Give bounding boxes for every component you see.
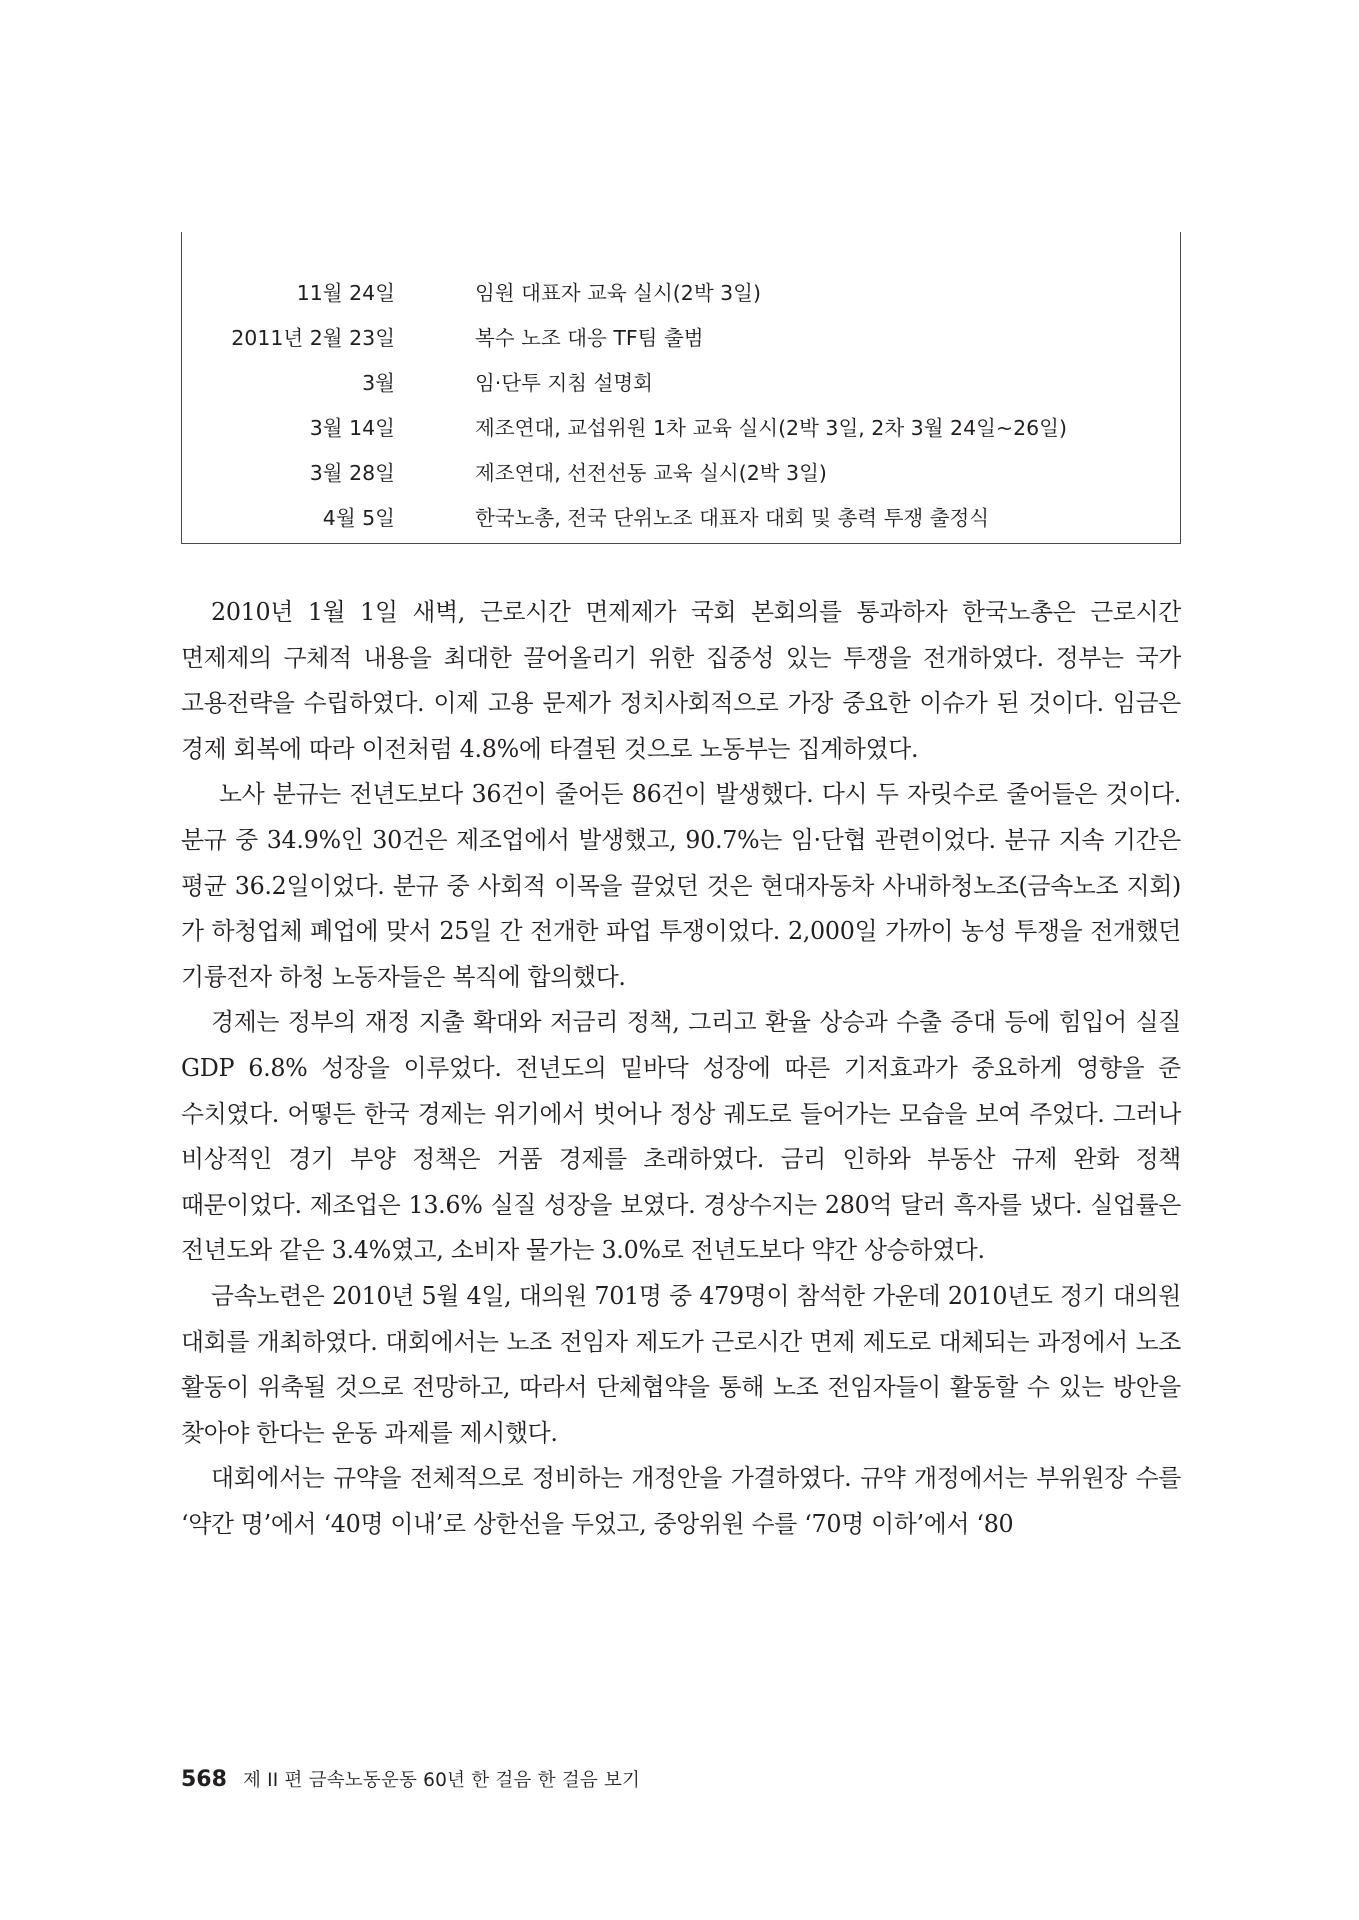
chronology-event: 임·단투 지침 설명회 (475, 370, 653, 395)
chronology-date: 3월 14일 (309, 415, 395, 440)
chronology-event: 임원 대표자 교육 실시(2박 3일) (475, 280, 761, 305)
chronology-date: 4월 5일 (322, 505, 395, 530)
chronology-row (182, 268, 1180, 313)
paragraph: 노사 분규는 전년도보다 36건이 줄어든 86건이 발생했다. 다시 두 자릿수로 줄어들은 것이다. 분규 중 34.9%인 30건은 제조업에서 발생했고, 90.7%는 임·단협 관련이었다. 분규 지속 기간은 평균 36.2일이었다. 분규 중 사회적 이목을 끌었던 것은 현대자동차 사내하청노조(금속노조 지회)가 하청업체 폐업에 맞서 25일 간 전개한 파업 투쟁이었다. 2,000일 가까이 농성 투쟁을 전개했던 기륭전자 하청 노동자들은 복직에 합의했다. (181, 780, 1181, 991)
chronology-row (182, 313, 1180, 358)
chronology-row (182, 358, 1180, 403)
chronology-date: 3월 28일 (309, 460, 395, 485)
chronology-date: 2011년 2월 23일 (231, 325, 395, 350)
chronology-list (182, 268, 1180, 538)
chronology-date: 11월 24일 (296, 280, 395, 305)
chronology-event: 제조연대, 교섭위원 1차 교육 실시(2박 3일, 2차 3월 24일~26일) (475, 415, 1067, 440)
chronology-event: 제조연대, 선전선동 교육 실시(2박 3일) (475, 460, 827, 485)
chronology-box (181, 232, 1181, 544)
chronology-date: 3월 (362, 370, 395, 395)
body-text (181, 590, 1181, 1547)
chronology-event: 복수 노조 대응 TF팀 출범 (475, 325, 704, 350)
chronology-row (182, 448, 1180, 493)
paragraph: 2010년 1월 1일 새벽, 근로시간 면제제가 국회 본회의를 통과하자 한국노총은 근로시간 면제제의 구체적 내용을 최대한 끌어올리기 위한 집중성 있는 투쟁을 전개하였다. 정부는 국가 고용전략을 수립하였다. 이제 고용 문제가 정치사회적으로 가장 중요한 이슈가 된 것이다. 임금은 경제 회복에 따라 이전처럼 4.8%에 타결된 것으로 노동부는 집계하였다. (181, 598, 1181, 763)
running-title: 제 II 편 금속노동운동 60년 한 걸음 한 걸음 보기 (242, 1770, 641, 1791)
chronology-row (182, 403, 1180, 448)
paragraph: 경제는 정부의 재정 지출 확대와 저금리 정책, 그리고 환율 상승과 수출 증대 등에 힘입어 실질 GDP 6.8% 성장을 이루었다. 전년도의 밑바닥 성장에 따른 기저효과가 중요하게 영향을 준 수치였다. 어떻든 한국 경제는 위기에서 벗어나 정상 궤도로 들어가는 모습을 보여 주었다. 그러나 비상적인 경기 부양 정책은 거품 경제를 초래하였다. 금리 인하와 부동산 규제 완화 정책 때문이었다. 제조업은 13.6% 실질 성장을 보였다. 경상수지는 280억 달러 흑자를 냈다. 실업률은 전년도와 같은 3.4%였고, 소비자 물가는 3.0%로 전년도보다 약간 상승하였다. (181, 1008, 1181, 1265)
chronology-event: 한국노총, 전국 단위노조 대표자 대회 및 총력 투쟁 출정식 (475, 505, 990, 530)
page-number: 568 (181, 1767, 227, 1792)
paragraph: 대회에서는 규약을 전체적으로 정비하는 개정안을 가결하였다. 규약 개정에서는 부위원장 수를 ‘약간 명’에서 ‘40명 이내’로 상한선을 두었고, 중앙위원 수를 ‘70명 이하’에서 ‘80 (181, 1464, 1181, 1538)
page-footer (181, 1766, 640, 1792)
paragraph: 금속노련은 2010년 5월 4일, 대의원 701명 중 479명이 참석한 가운데 2010년도 정기 대의원 대회를 개최하였다. 대회에서는 노조 전임자 제도가 근로시간 면제 제도로 대체되는 과정에서 노조 활동이 위축될 것으로 전망하고, 따라서 단체협약을 통해 노조 전임자들이 활동할 수 있는 방안을 찾아야 한다는 운동 과제를 제시했다. (181, 1281, 1181, 1447)
chronology-row (182, 493, 1180, 538)
